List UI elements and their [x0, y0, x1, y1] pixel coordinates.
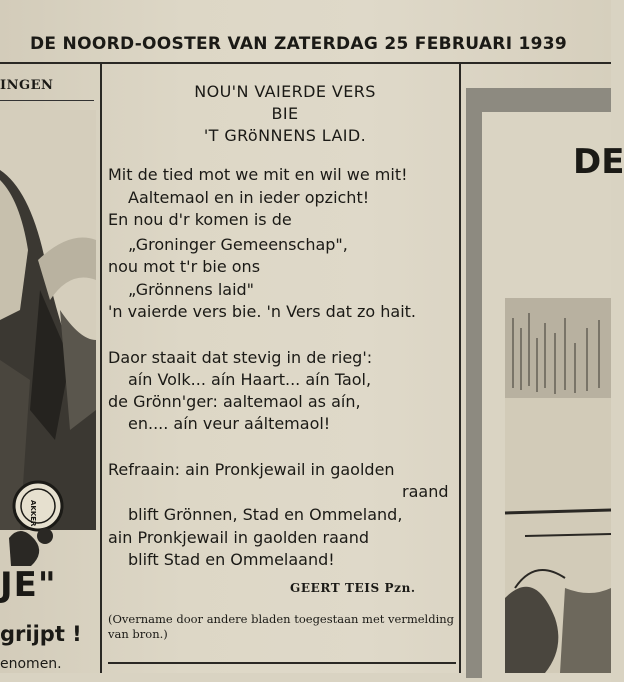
refrain-line-1: Refraain: ain Pronkjewail in gaolden	[108, 460, 395, 479]
stanza1-line-6: „Grönnens laid"	[128, 280, 255, 299]
advert-big-text: JE"	[0, 565, 57, 605]
refrain-line-5: blift Stad en Ommelaand!	[128, 550, 335, 569]
advert-bottom-text: enomen.	[0, 656, 62, 672]
stanza1-line-4: „Groninger Gemeenschap",	[128, 235, 348, 254]
masthead: DE NOORD-OOSTER VAN ZATERDAG 25 FEBRUARI 1939	[30, 34, 568, 54]
stanza2-line-4: en.... aín veur aáltemaol!	[128, 414, 331, 433]
refrain-line-3: blift Grönnen, Stad en Ommeland,	[128, 505, 403, 524]
advert-slogan: grijpt !	[0, 622, 82, 646]
stanza2-line-3: de Grönn'ger: aaltemaol as aín,	[108, 392, 361, 411]
right-advert-heading: DE	[573, 142, 624, 182]
poem-title-line-1: NOU'N VAIERDE VERS	[194, 82, 376, 101]
column-rule-left	[100, 64, 102, 673]
left-heading-rule	[0, 100, 94, 101]
stanza2-line-2: aín Volk... aín Haart... aín Taol,	[128, 370, 372, 389]
stanza1-line-1: Mit de tied mot we mit en wil we mit!	[108, 165, 408, 184]
left-column-heading: INGEN	[0, 78, 54, 93]
reprint-note: (Overname door andere bladen toegestaan met vermelding van bron.)	[108, 612, 455, 641]
column-rule-right	[459, 64, 461, 673]
poem-title-line-2: BIE	[271, 104, 299, 123]
refrain-line-2: raand	[402, 482, 449, 501]
logo-text: AKKER	[29, 500, 37, 527]
poem-title-line-3: 'T GRöNNENS LAID.	[203, 126, 367, 145]
stanza1-line-5: nou mot t'r bie ons	[108, 257, 261, 276]
stanza1-line-2: Aaltemaol en in ieder opzicht!	[128, 188, 370, 207]
stanza2-line-1: Daor staait dat stevig in de rieg':	[108, 348, 373, 367]
right-advert-illustration	[505, 298, 611, 673]
refrain-line-4: ain Pronkjewail in gaolden raand	[108, 528, 369, 547]
stanza1-line-3: En nou d'r komen is de	[108, 210, 292, 229]
stanza1-line-7: 'n vaierde vers bie. 'n Vers dat zo hait.	[108, 302, 417, 321]
bottom-rule	[108, 662, 456, 664]
poem-author: GEERT TEIS Pzn.	[290, 581, 416, 595]
masthead-rule	[0, 62, 611, 64]
advert-photo	[0, 110, 96, 530]
